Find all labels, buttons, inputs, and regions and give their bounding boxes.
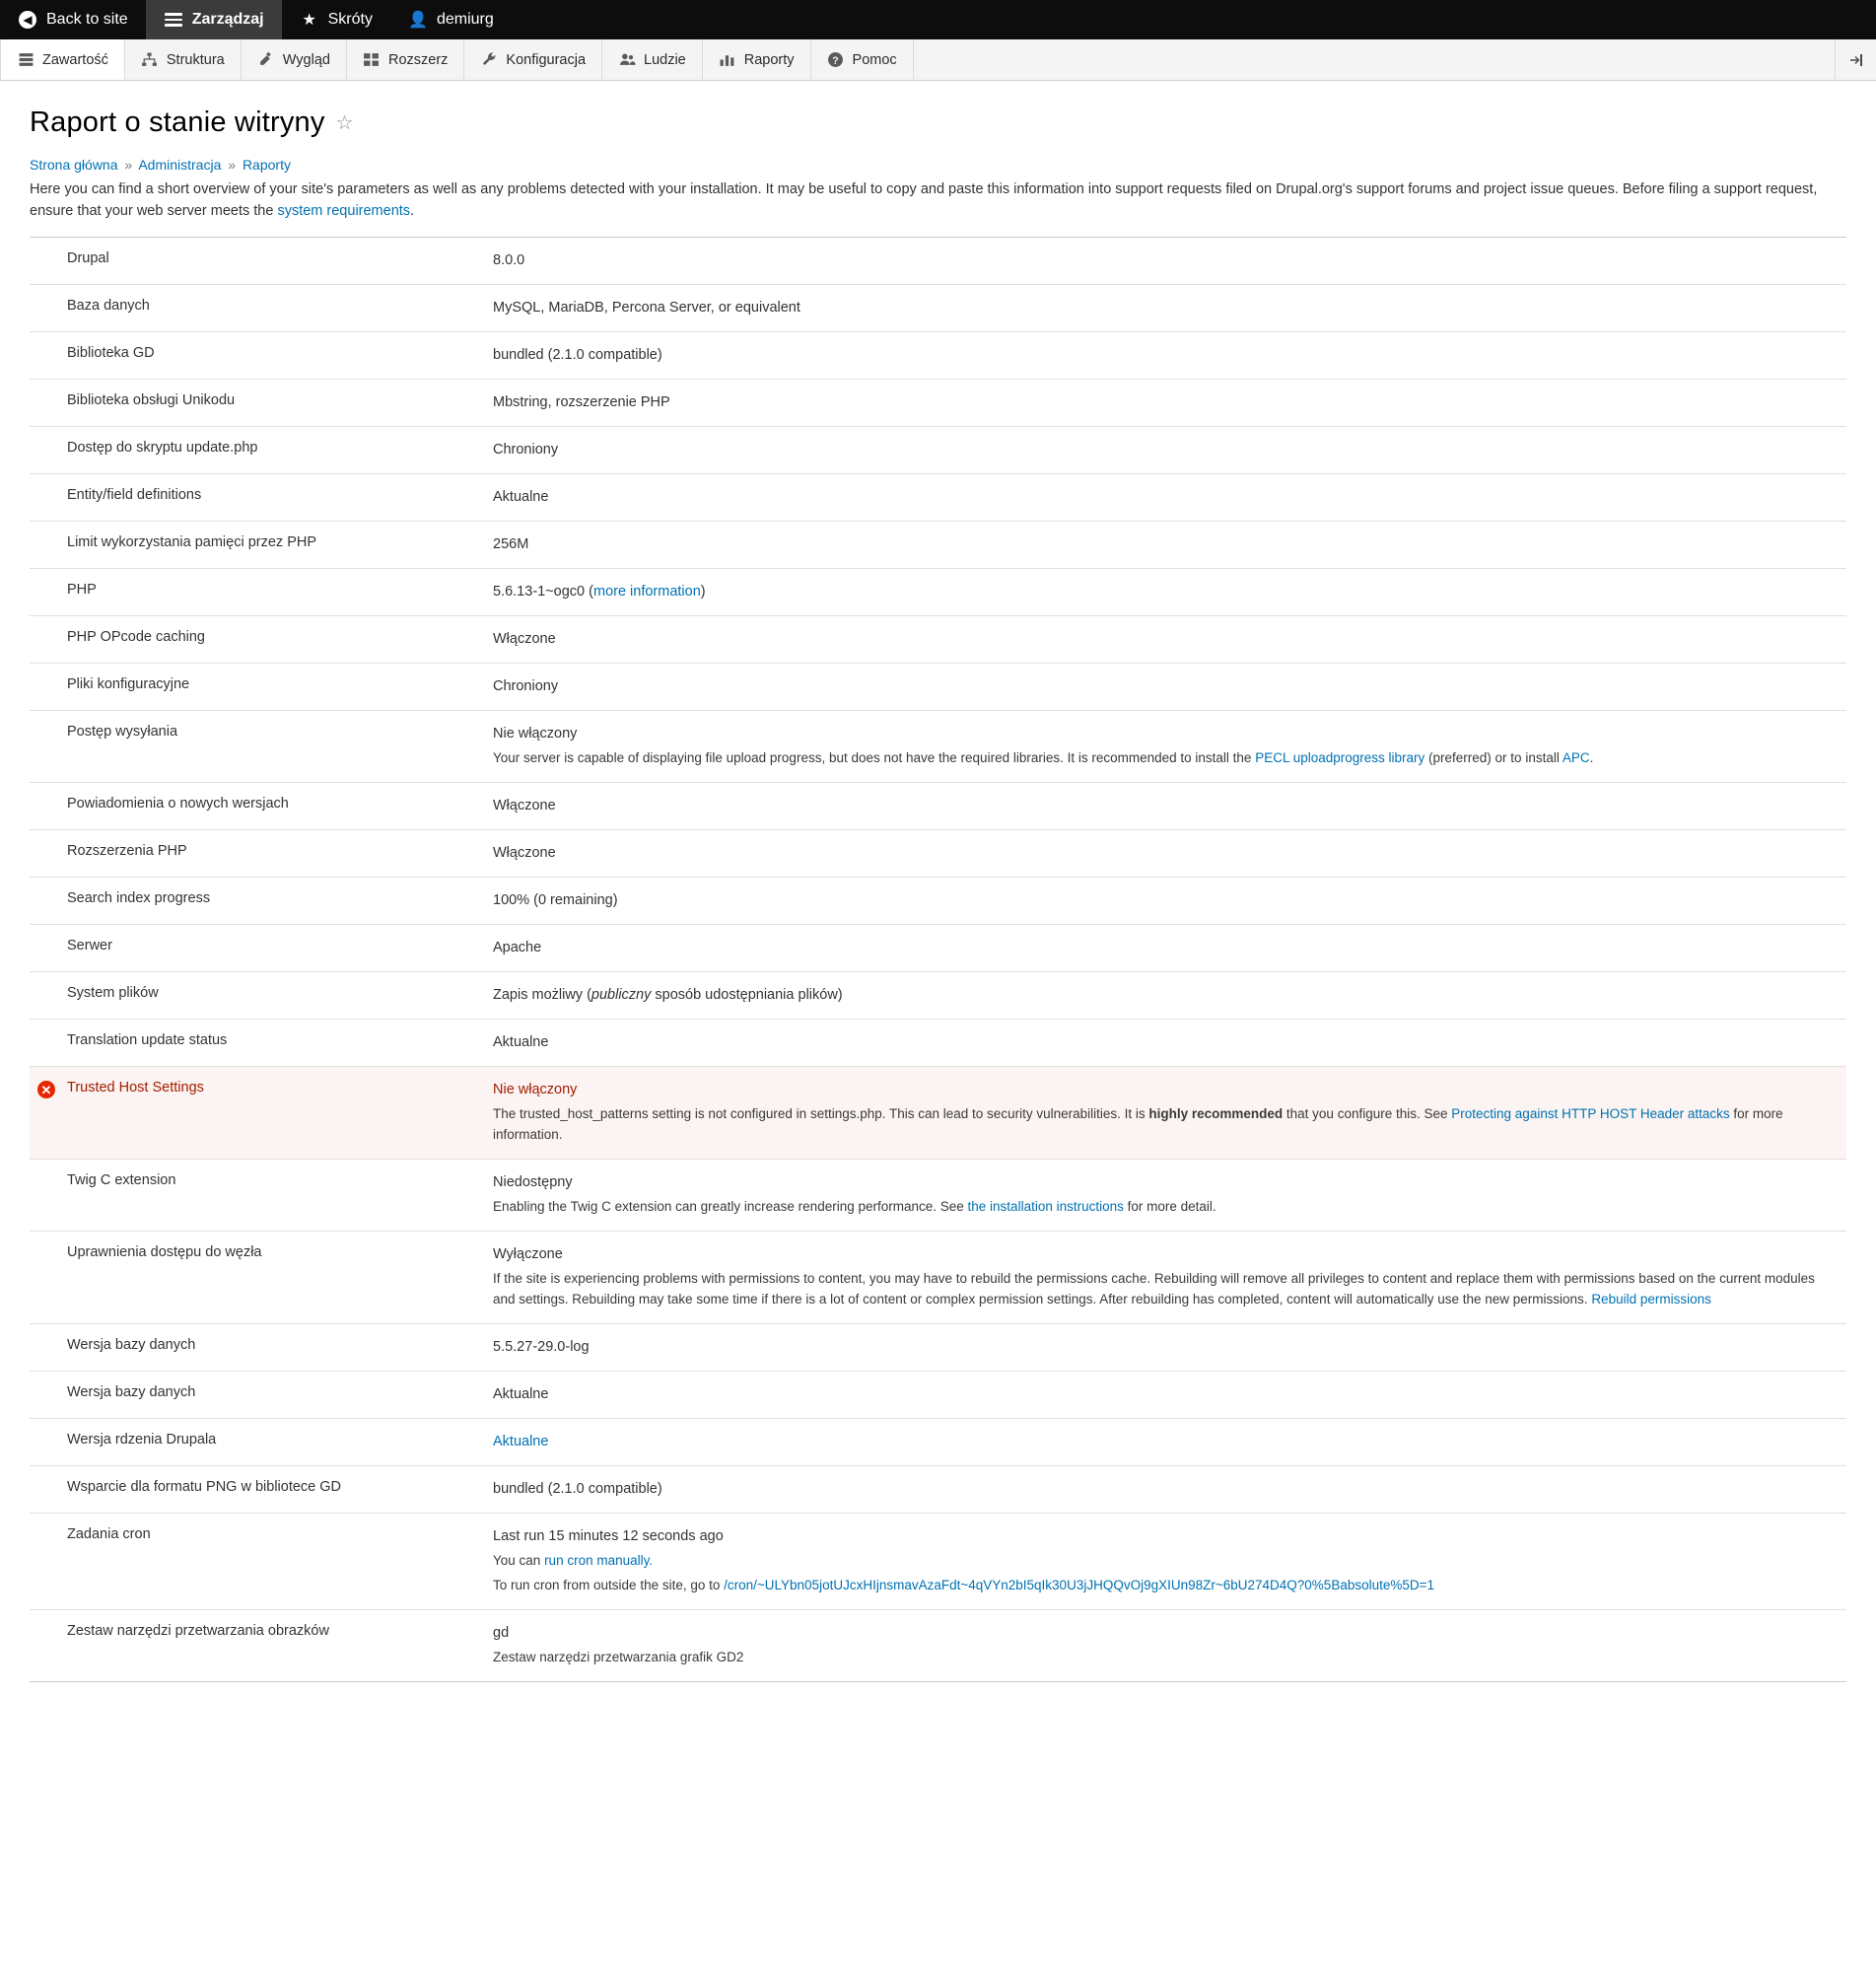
row-label: Drupal: [67, 249, 109, 266]
row-value: 100% (0 remaining): [493, 892, 618, 909]
row-label: Baza danych: [67, 297, 150, 314]
table-row: [30, 1513, 1846, 1609]
menu-item-rozszerz-label: Rozszerz: [387, 51, 449, 68]
row-value: MySQL, MariaDB, Percona Server, or equivalent: [493, 299, 800, 316]
row-value: [493, 569, 1846, 616]
table-row: [30, 830, 1846, 878]
table-row: [30, 616, 1846, 664]
menu-item-raporty[interactable]: [703, 39, 811, 80]
row-label: PHP: [67, 582, 97, 599]
menu-item-pomoc[interactable]: [811, 39, 914, 80]
row-value: Last run 15 minutes 12 seconds ago You can run cron manually. To run cron from outside the site, go to /cron/~ULYbn05jotUJcxHIjnsmavAzaFdt~4qVYn2bI5qIk30U3jJHQQvOj9gXIUn98Zr~6bU274D4Q?0%5Babsolute%5D=1: [493, 1513, 1846, 1609]
error-icon: ✕: [37, 1081, 55, 1098]
wrench-icon: [480, 51, 498, 69]
row-value: Nie włączony Your server is capable of displaying file upload progress, but does not have the required libraries. It is recommended to install the PECL uploadprogress library (preferred) or to install APC.: [493, 711, 1846, 783]
table-row: [30, 1609, 1846, 1681]
table-row: [30, 237, 1846, 284]
hamburger-menu-icon: [164, 10, 183, 30]
row-description: Zestaw narzędzi przetwarzania grafik GD2: [493, 1649, 744, 1664]
row-value: Apache: [493, 940, 542, 956]
menu-item-struktura-label: Struktura: [166, 51, 225, 68]
toolbar-tab-shortcuts[interactable]: [282, 0, 390, 39]
breadcrumb-item-raporty[interactable]: Raporty: [242, 157, 291, 173]
row-value: 8.0.0: [493, 251, 525, 268]
row-label: Uprawnienia dostępu do węzła: [67, 1243, 262, 1260]
php-version: 5.6.13-1~ogc0 (: [493, 584, 593, 600]
cron-url-link[interactable]: /cron/~ULYbn05jotUJcxHIjnsmavAzaFdt~4qVYn2bI5qIk30U3jJHQQvOj9gXIUn98Zr~6bU274D4Q?0%5Babsolute%5D=1: [724, 1577, 1435, 1592]
row-label: Rozszerzenia PHP: [67, 843, 187, 860]
svg-text:?: ?: [832, 54, 839, 67]
row-value: Zapis możliwy (publiczny sposób udostępniania plików): [493, 987, 843, 1004]
row-label: Wersja bazy danych: [67, 1383, 196, 1400]
table-row: [30, 1418, 1846, 1465]
toolbar-tab-manage-label: Zarządzaj: [191, 11, 264, 28]
row-label: Wersja rdzenia Drupala: [67, 1431, 217, 1448]
menu-item-wyglad[interactable]: [242, 39, 347, 80]
table-row: [30, 331, 1846, 379]
breadcrumb: [30, 157, 1846, 178]
table-row: [30, 783, 1846, 830]
php-more-information-link[interactable]: more information: [592, 584, 701, 600]
row-description: The trusted_host_patterns setting is not configured in settings.php. This can lead to security vulnerabilities. It is highly recommended that you configure this. See Protecting against HTTP HOST Header attacks for more information.: [493, 1106, 1783, 1143]
menu-item-konfiguracja-label: Konfiguracja: [506, 51, 587, 68]
people-icon: [618, 51, 636, 69]
row-label: ✕ Trusted Host Settings: [30, 1067, 493, 1160]
table-row: [30, 474, 1846, 522]
intro-text-part1: Here you can find a short overview of your site's parameters as well as any problems detected with your installation. It may be useful to copy and paste this information into support requests filed on Drupal.org's support forums and project issue queues. Before filing a support request, ensure that your web server meets the: [30, 181, 1818, 220]
filesystem-scheme: publiczny: [591, 987, 652, 1004]
row-value: Aktualne: [493, 1034, 549, 1051]
row-value: bundled (2.1.0 compatible): [493, 1480, 662, 1497]
menu-item-ludzie[interactable]: [602, 39, 703, 80]
apc-link[interactable]: APC: [1562, 750, 1590, 766]
reports-icon: [719, 51, 736, 69]
content-icon: [17, 51, 35, 69]
table-row: [30, 1323, 1846, 1371]
back-to-site-label: Back to site: [46, 11, 128, 28]
row-value: Wyłączone If the site is experiencing problems with permissions to content, you may have to rebuild the permissions cache. Rebuilding will remove all privileges to content and replace them with permissions based on the current modules and settings. Rebuilding may take some time if there is a lot of content or complex permission settings. After rebuilding has completed, content will automatically use the new permissions. Rebuild permissions: [493, 1231, 1846, 1323]
row-value: Chroniony: [493, 442, 559, 458]
row-value: bundled (2.1.0 compatible): [493, 346, 662, 363]
menu-item-rozszerz[interactable]: [347, 39, 464, 80]
twig-installation-instructions-link[interactable]: the installation instructions: [967, 1199, 1124, 1214]
rebuild-permissions-link[interactable]: Rebuild permissions: [1591, 1291, 1711, 1307]
breadcrumb-separator: »: [228, 157, 237, 173]
table-row: [30, 925, 1846, 972]
intro-text: [30, 178, 1846, 237]
page-content: [0, 81, 1876, 1978]
row-description: You can run cron manually.: [493, 1552, 654, 1568]
back-to-site-button[interactable]: [0, 0, 146, 39]
help-icon: [827, 51, 845, 69]
menu-item-pomoc-label: Pomoc: [852, 51, 897, 68]
table-row: [30, 1371, 1846, 1418]
row-description: Enabling the Twig C extension can greatly increase rendering performance. See the installation instructions for more detail.: [493, 1199, 1216, 1214]
row-value: Włączone: [493, 798, 556, 814]
pecl-uploadprogress-link[interactable]: PECL uploadprogress library: [1255, 750, 1425, 766]
system-requirements-link[interactable]: system requirements: [277, 203, 411, 220]
row-description: Your server is capable of displaying file upload progress, but does not have the required libraries. It is recommended to install the PECL uploadprogress library (preferred) or to install APC.: [493, 750, 1594, 766]
run-cron-manually-link[interactable]: run cron manually.: [544, 1552, 654, 1568]
breadcrumb-item-home[interactable]: Strona główna: [30, 157, 118, 173]
row-label: Wersja bazy danych: [67, 1336, 196, 1353]
row-label: PHP OPcode caching: [67, 629, 205, 646]
row-value: [493, 1418, 1846, 1465]
table-row: [30, 972, 1846, 1020]
row-value: 256M: [493, 536, 529, 553]
row-description-cron-url: To run cron from outside the site, go to /cron/~ULYbn05jotUJcxHIjnsmavAzaFdt~4qVYn2bI5qIk30U3jJHQQvOj9gXIUn98Zr~6bU274D4Q?0%5Babsolute%5D=1: [493, 1577, 1435, 1592]
table-row-error-trusted-host: [30, 1067, 1846, 1160]
row-label: Wsparcie dla formatu PNG w bibliotece GD: [67, 1478, 342, 1495]
row-label: Zadania cron: [67, 1525, 151, 1542]
table-row: [30, 1231, 1846, 1323]
row-label: Entity/field definitions: [67, 487, 202, 504]
favorite-star-icon[interactable]: ☆: [335, 112, 354, 134]
php-value-suffix: ): [700, 584, 706, 600]
table-row: [30, 1465, 1846, 1513]
toolbar-tab-user-label: demiurg: [436, 11, 494, 28]
menu-item-raporty-label: Raporty: [743, 51, 795, 68]
orientation-toggle-icon[interactable]: [1835, 39, 1876, 80]
row-value: Włączone: [493, 631, 556, 648]
page-footer-space: [30, 1682, 1846, 1978]
structure-icon: [141, 51, 159, 69]
table-row: [30, 878, 1846, 925]
row-value: gd Zestaw narzędzi przetwarzania grafik GD2: [493, 1609, 1846, 1681]
row-label: Zestaw narzędzi przetwarzania obrazków: [67, 1622, 329, 1639]
row-label: Powiadomienia o nowych wersjach: [67, 796, 289, 812]
table-row: [30, 284, 1846, 331]
user-icon: 👤: [408, 12, 428, 29]
table-row: [30, 569, 1846, 616]
row-label: Dostęp do skryptu update.php: [67, 440, 258, 456]
row-label: Search index progress: [67, 890, 211, 907]
row-description: If the site is experiencing problems with permissions to content, you may have to rebuild the permissions cache. Rebuilding will remove all privileges to content and replace them with permissions based on the current modules and settings. Rebuilding may take some time if there is a lot of content or complex permission settings. After rebuilding has completed, content will automatically use the new permissions. Rebuild permissions: [493, 1270, 1815, 1307]
menu-item-zawartosc-label: Zawartość: [42, 51, 108, 68]
row-value: Aktualne: [493, 1385, 549, 1402]
row-label: Twig C extension: [67, 1171, 176, 1188]
row-value: Włączone: [493, 845, 556, 862]
table-row: [30, 522, 1846, 569]
status-report-table: [30, 237, 1846, 1682]
menu-item-wyglad-label: Wygląd: [282, 51, 330, 68]
table-row: [30, 711, 1846, 783]
toolbar-tab-manage[interactable]: [146, 0, 282, 39]
http-host-header-attacks-link[interactable]: Protecting against HTTP HOST Header attacks: [1451, 1106, 1730, 1122]
row-label: Biblioteka obsługi Unikodu: [67, 391, 236, 408]
menu-spacer: [914, 39, 1835, 80]
appearance-icon: [257, 51, 275, 69]
table-row: [30, 1159, 1846, 1231]
back-arrow-icon: ◀: [18, 10, 37, 30]
menu-item-struktura[interactable]: [125, 39, 242, 80]
row-label: Translation update status: [67, 1032, 228, 1049]
drupal-core-update-link[interactable]: Aktualne: [493, 1433, 549, 1449]
breadcrumb-item-administracja[interactable]: Administracja: [138, 157, 222, 173]
star-icon: ★: [302, 12, 316, 29]
menu-item-konfiguracja[interactable]: [464, 39, 602, 80]
page-title-text: Raport o stanie witryny: [30, 106, 325, 138]
row-label: Pliki konfiguracyjne: [67, 676, 190, 693]
table-row: [30, 1020, 1846, 1067]
admin-toolbar: [0, 0, 1876, 39]
table-row: [30, 379, 1846, 426]
intro-text-part2: .: [410, 203, 415, 220]
menu-item-ludzie-label: Ludzie: [644, 51, 686, 68]
row-label: Limit wykorzystania pamięci przez PHP: [67, 534, 317, 551]
breadcrumb-separator: »: [124, 157, 133, 173]
extend-icon: [363, 51, 381, 69]
table-row: [30, 427, 1846, 474]
table-row: [30, 664, 1846, 711]
row-label: Postęp wysyłania: [67, 724, 178, 741]
row-label: Biblioteka GD: [67, 344, 155, 361]
row-value: Aktualne: [493, 489, 549, 506]
row-label: Serwer: [67, 938, 112, 954]
row-value: Niedostępny Enabling the Twig C extension can greatly increase rendering performance. See the installation instructions for more detail.: [493, 1159, 1846, 1231]
row-label: System plików: [67, 985, 159, 1002]
row-value: 5.5.27-29.0-log: [493, 1338, 590, 1355]
row-value: Nie włączony The trusted_host_patterns setting is not configured in settings.php. This can lead to security vulnerabilities. It is highly recommended that you configure this. See Protecting against HTTP HOST Header attacks for more information.: [493, 1067, 1846, 1160]
toolbar-tab-user[interactable]: [390, 0, 512, 39]
admin-menu-bar: [0, 39, 1876, 81]
menu-item-zawartosc[interactable]: [0, 39, 125, 80]
page-title: [30, 106, 1846, 139]
row-value: Mbstring, rozszerzenie PHP: [493, 393, 670, 410]
page-header: [30, 81, 1846, 157]
toolbar-tab-shortcuts-label: Skróty: [327, 11, 373, 28]
row-value: Chroniony: [493, 678, 559, 695]
